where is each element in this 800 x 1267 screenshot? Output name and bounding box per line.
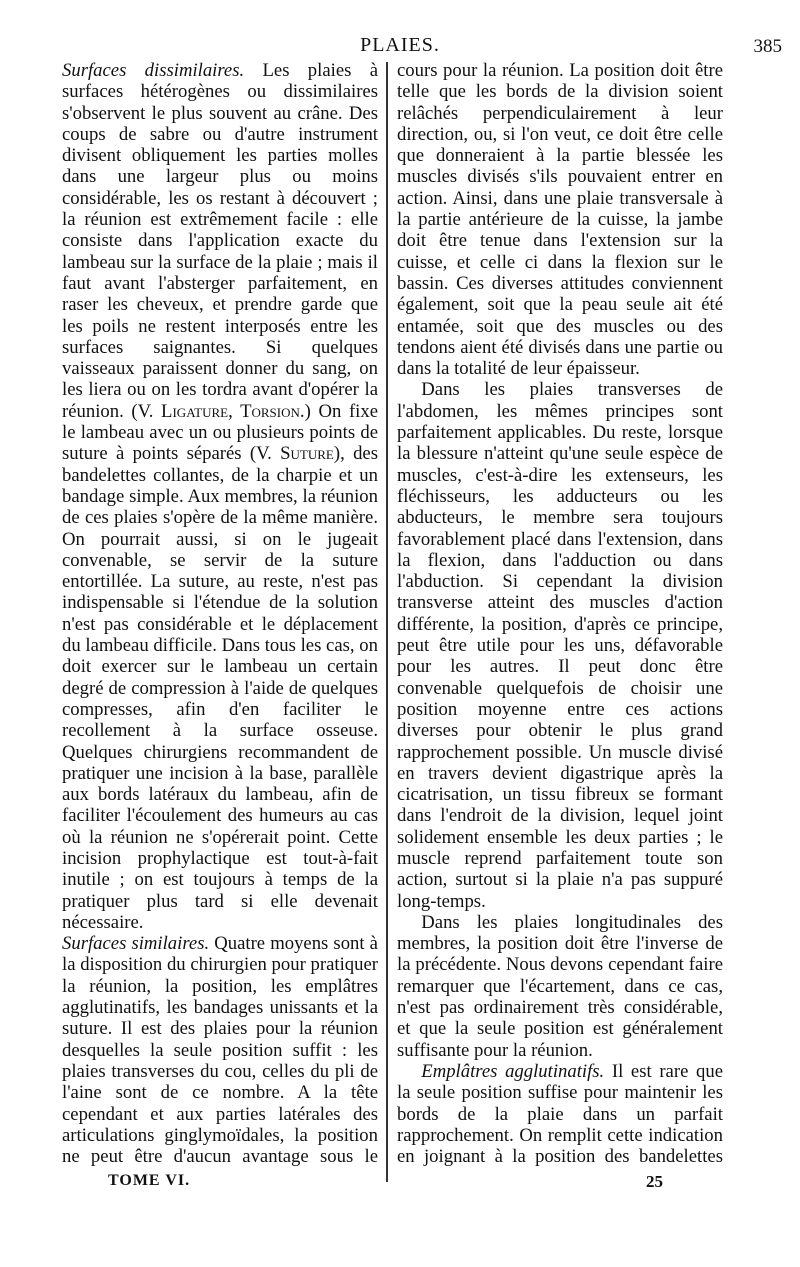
section-heading: Surfaces similaires. (62, 933, 210, 955)
paragraph-surfaces-similaires (62, 933, 378, 1168)
section-heading: Emplâtres agglutinatifs. (421, 1060, 605, 1082)
paragraph-longitudinales (397, 912, 723, 1061)
paragraph-text: Il est rare que la seule position suffise pour maintenir les bords de la plaie dans un parfait rapprochement. On remplit cette indication en joignant à la position des bandelettes (397, 1060, 723, 1168)
left-column (62, 60, 378, 1168)
paragraph-text: cours pour la réunion. La position doit être telle que les bords de la division soient relâchés perpendiculairement à leur direction, ou, si l'on veut, ce doit être celle que donneraient à la partie blessée les muscles divisés s'ils pouvaient entrer en action. Ainsi, dans une plaie transversale à la partie antérieure de la cuisse, la jambe doit être tenue dans l'extension sur la cuisse, et celle ci dans la flexion sur le bassin. Ces diverses attitudes conviennent également, soit que la peau seule ait été entamée, soit que des muscles ou des tendons aient été divisés dans une partie ou dans la totalité de leur épaisseur. (397, 60, 723, 380)
right-column (397, 60, 723, 1168)
paragraph-surfaces-dissimilaires (62, 60, 378, 933)
paragraph-text: Dans les plaies transverses de l'abdomen, les mêmes principes sont parfaitement applicables. Du reste, lorsque la blessure n'atteint qu'une seule espèce de muscles, c'est-à-dire les extenseurs, les fléchisseurs, les adducteurs ou les abducteurs, le membre sera toujours favorablement placé dans l'extension, dans la flexion, dans l'adduction ou dans l'abduction. Si cependant la division transverse atteint des muscles d'action différente, la position, d'après ce principe, peut être utile pour les uns, défavorable pour les autres. Il peut donc être convenable quelquefois de choisir une position moyenne entre ces actions diverses pour obtenir le plus grand rapprochement possible. Un muscle divisé en travers devient digastrique après la cicatrisation, un tissu fibreux se formant dans l'endroit de la division, lequel joint solidement ensemble les deux parties ; le muscle reprend parfaitement toute son action, surtout si la plaie n'a pas suppuré long-temps. (397, 379, 723, 912)
paragraph-continuation (397, 60, 723, 379)
section-heading: Surfaces dissimilaires. (62, 60, 245, 81)
volume-label: TOME VI. (108, 1172, 191, 1189)
column-divider (386, 62, 388, 1182)
paragraph-text: Quatre moyens sont à la disposition du chirurgien pour pratiquer la réunion, la position, les emplâtres agglutinatifs, les bandages unissants et la suture. Il est des plaies pour la réunion desquelles la seule position suffit : les plaies transverses du cou, celles du pli de l'aine sont de ce nombre. A la tête cependant et aux parties latérales des articulations ginglymoïdales, la position ne peut être d'aucun avantage sous le (62, 933, 378, 1168)
running-title: PLAIES. (360, 34, 440, 56)
cross-reference: V. Suture (256, 443, 334, 465)
cross-reference: V. Ligature, Torsion. (137, 400, 305, 422)
signature-mark: 25 (646, 1172, 663, 1191)
paragraph-text: ), des bandelettes collantes, de la charpie et un bandage simple. Aux membres, la réunion de ces plaies s'opère de la même manière. On pourrait aussi, si on le jugeait convenable, se servir de la suture entortillée. La suture, au reste, n'est pas indispensable si l'étendue de la solution n'est pas considérable et le déplacement du lambeau difficile. Dans tous les cas, on doit exercer sur le lambeau un certain degré de compression à l'aide de quelques compresses, afin d'en faciliter le recollement à la surface osseuse. Quelques chirurgiens recommandent de pratiquer une incision à la base, parallèle aux bords latéraux du lambeau, afin de faciliter l'écoulement des humeurs au cas où la réunion ne s'opérerait point. Cette incision prophylactique est tout-à-fait inutile ; on est toujours à temps de la pratiquer plus tard si elle devenait nécessaire. (62, 443, 378, 933)
paragraph-text: ) On fixe le lambeau avec un ou plusieurs points de suture à points séparés ( (62, 400, 378, 465)
page-number: 385 (753, 36, 782, 57)
paragraph-emplatres (397, 1061, 723, 1168)
paragraph-text: Dans les plaies longitudinales des membres, la position doit être l'inverse de la précédente. Nous devons cependant faire remarquer que l'écartement, dans ce cas, n'est pas ordinairement très considérable, et que la seule position est généralement suffisante pour la réunion. (397, 911, 723, 1061)
paragraph-text: Les plaies à surfaces hétérogènes ou dissimilaires s'observent le plus souvent au crâne. Des coups de sabre ou d'autre instrument divisent obliquement les parties molles dans une largeur plus ou moins considérable, les os restant à découvert ; la réunion est extrêmement facile : elle consiste dans l'application exacte du lambeau sur la surface de la plaie ; mais il faut avant l'absterger parfaitement, en raser les cheveux, et prendre garde que les poils ne restent interposés entre les surfaces saignantes. Si quelques vaisseaux paraissent donner du sang, on les liera ou on les tordra avant d'opérer la réunion. ( (62, 60, 378, 422)
paragraph-abdomen (397, 379, 723, 911)
